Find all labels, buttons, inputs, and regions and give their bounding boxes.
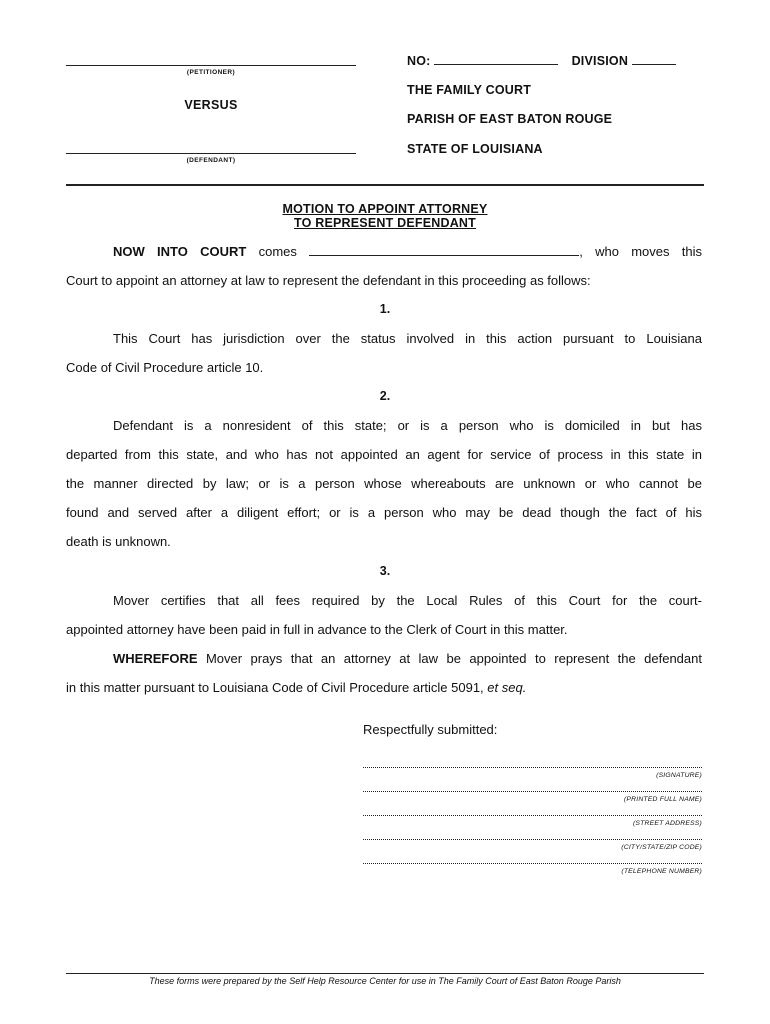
defendant-block <box>66 152 356 164</box>
section-3-number: 3. <box>379 564 391 578</box>
section-1-line: Code of Civil Procedure article 10. <box>66 360 264 375</box>
parish-name: PARISH OF EAST BATON ROUGE <box>407 112 613 126</box>
division-label: DIVISION <box>571 54 629 68</box>
versus-label: VERSUS <box>184 98 238 112</box>
intro-line-2: Court to appoint an attorney at law to represent the defendant in this proceeding as follows: <box>66 273 591 288</box>
petitioner-block <box>66 64 356 76</box>
section-2-line: the manner directed by law; or is a person whose whereabouts are unknown or who cannot be <box>66 476 702 491</box>
footer-divider <box>66 973 704 974</box>
printed-name-field <box>363 790 702 803</box>
wherefore-line-2: in this matter pursuant to Louisiana Code of Civil Procedure article 5091, <box>66 680 484 695</box>
signature-label: (SIGNATURE) <box>656 772 702 779</box>
case-number-row <box>407 54 676 68</box>
printed-name-line[interactable] <box>363 790 702 792</box>
street-address-line[interactable] <box>363 814 702 816</box>
respectfully-submitted: Respectfully submitted: <box>363 722 498 737</box>
section-1-paragraph <box>66 324 702 382</box>
section-2-number: 2. <box>379 389 391 403</box>
section-2-line: departed from this state, and who has not appointed an agent for service of process in this state in <box>66 447 702 462</box>
section-2-line: Defendant is a nonresident of this state; or is a person who is domiciled in but has <box>113 418 702 433</box>
defendant-line[interactable] <box>66 152 356 154</box>
section-1-number: 1. <box>379 302 391 316</box>
section-2-line: death is unknown. <box>66 534 171 549</box>
petitioner-line[interactable] <box>66 64 356 66</box>
telephone-field <box>363 862 702 875</box>
city-state-zip-line[interactable] <box>363 838 702 840</box>
telephone-line[interactable] <box>363 862 702 864</box>
signature-field <box>363 766 702 779</box>
section-2-line: found and served after a diligent effort; or is a person who may be dead though the fact of his <box>66 505 702 520</box>
title-line-2: TO REPRESENT DEFENDANT <box>294 216 476 230</box>
section-3-paragraph <box>66 586 702 644</box>
et-seq: et seq. <box>487 680 527 695</box>
intro-lead: NOW INTO COURT <box>113 244 247 259</box>
street-address-field <box>363 814 702 827</box>
street-address-label: (STREET ADDRESS) <box>632 820 702 827</box>
intro-after-blank: , who moves this <box>579 244 702 259</box>
title-line-1: MOTION TO APPOINT ATTORNEY <box>282 202 488 216</box>
defendant-label: (DEFENDANT) <box>186 157 236 164</box>
wherefore-lead: WHEREFORE <box>113 651 198 666</box>
city-state-zip-field <box>363 838 702 851</box>
case-number-field[interactable] <box>434 64 558 65</box>
signature-line[interactable] <box>363 766 702 768</box>
no-label: NO: <box>407 54 431 68</box>
intro-paragraph <box>66 237 702 295</box>
mover-name-field[interactable] <box>309 255 579 256</box>
telephone-label: (TELEPHONE NUMBER) <box>621 868 702 875</box>
court-name: THE FAMILY COURT <box>407 83 532 97</box>
state-name: STATE OF LOUISIANA <box>407 142 543 156</box>
intro-comes: comes <box>258 244 297 259</box>
intro-line-1 <box>66 237 702 266</box>
section-1-line: This Court has jurisdiction over the status involved in this action pursuant to Louisiana <box>113 331 702 346</box>
city-state-zip-label: (CITY/STATE/ZIP CODE) <box>621 844 702 851</box>
caption-divider <box>66 184 704 186</box>
petitioner-label: (PETITIONER) <box>186 69 236 76</box>
section-2-paragraph <box>66 411 702 556</box>
section-3-line: Mover certifies that all fees required by the Local Rules of this Court for the court- <box>113 593 702 608</box>
printed-name-label: (PRINTED FULL NAME) <box>623 796 702 803</box>
section-3-line: appointed attorney have been paid in full in advance to the Clerk of Court in this matter. <box>66 622 568 637</box>
wherefore-line-1: Mover prays that an attorney at law be appointed to represent the defendant <box>205 651 702 666</box>
motion-title <box>0 202 770 230</box>
wherefore-paragraph <box>66 644 702 702</box>
signature-block <box>363 722 702 875</box>
footer-note: These forms were prepared by the Self Help Resource Center for use in The Family Court of East Baton Rouge Parish <box>149 976 621 986</box>
division-field[interactable] <box>632 64 676 65</box>
